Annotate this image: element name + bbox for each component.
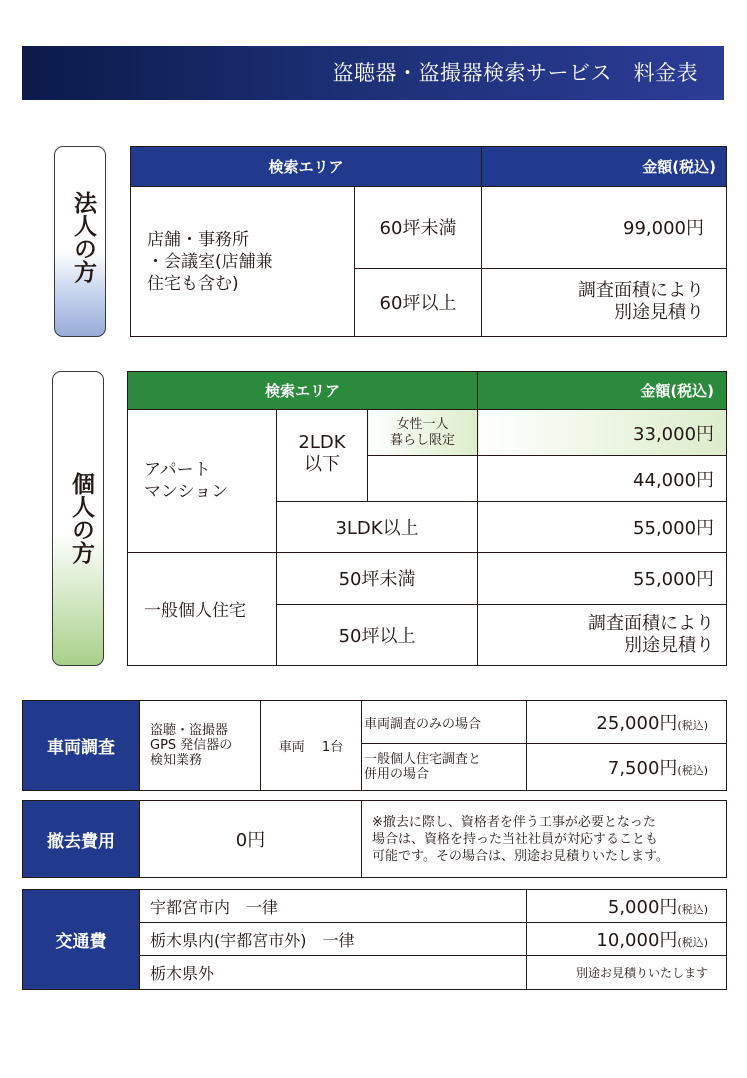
personal-house: 一般個人住宅: [128, 552, 277, 665]
personal-price-table: [127, 371, 727, 666]
transport-table: [22, 889, 727, 990]
vehicle-row1-price: 25,000円: [596, 713, 678, 734]
corporate-size-1: 60坪未満: [355, 187, 482, 268]
personal-female-only: 女性一人 暮らし限定: [368, 410, 478, 456]
corporate-header-price: 金額(税込): [482, 147, 727, 187]
transport-price-3: 別途お見積りいたします: [527, 956, 727, 990]
personal-header-price: 金額(税込): [478, 372, 727, 410]
corporate-tab-label: 法人の方: [70, 191, 96, 283]
corporate-size-2: 60坪以上: [355, 268, 482, 336]
vehicle-row2-price: 7,500円: [607, 758, 678, 779]
removal-label: 撤去費用: [23, 801, 140, 878]
personal-price-3ldk: 55,000円: [478, 502, 727, 552]
personal-tab-label: 個人の方: [68, 472, 94, 564]
corporate-header-area: 検索エリア: [131, 147, 482, 187]
corporate-tab: [54, 146, 106, 337]
vehicle-table: [22, 700, 727, 791]
vehicle-row2-label: 一般個人住宅調査と 併用の場合: [362, 744, 527, 791]
vehicle-label: 車両調査: [23, 701, 140, 791]
removal-note: ※撤去に際し、資格者を伴う工事が必要となった 場合は、資格を持った当社社員が対応することも 可能です。その場合は、別途お見積りいたします。: [362, 801, 727, 878]
transport-area-1: 宇都宮市内 一律: [140, 890, 527, 923]
transport-tax-2: (税込): [677, 936, 708, 949]
personal-header-area: 検索エリア: [128, 372, 478, 410]
transport-area-2: 栃木県内(宇都宮市外) 一律: [140, 923, 527, 956]
personal-price-female: 33,000円: [478, 410, 727, 456]
vehicle-row1-tax: (税込): [677, 719, 708, 732]
personal-2ldk: 2LDK 以下: [277, 410, 368, 502]
corporate-price-table: [130, 146, 727, 337]
personal-house-small: 50坪未満: [277, 552, 478, 604]
personal-house-large: 50坪以上: [277, 604, 478, 665]
transport-price-1: 5,000円: [607, 897, 678, 918]
vehicle-desc: 盗聴・盗撮器 GPS 発信器の 検知業務: [140, 701, 261, 791]
corporate-area: 店舗・事務所 ・会議室(店舗兼 住宅も含む): [131, 187, 355, 337]
transport-label: 交通費: [23, 890, 140, 990]
removal-table: [22, 800, 727, 878]
transport-price-2: 10,000円: [596, 930, 678, 951]
vehicle-row1-label: 車両調査のみの場合: [362, 701, 527, 744]
personal-3ldk: 3LDK以上: [277, 502, 478, 552]
vehicle-unit: 車両 1台: [261, 701, 362, 791]
personal-tab: [52, 371, 104, 666]
personal-price-house-large: 調査面積により 別途見積り: [478, 604, 727, 665]
personal-empty-cell: [368, 456, 478, 502]
transport-area-3: 栃木県外: [140, 956, 527, 990]
corporate-price-1: 99,000円: [482, 187, 727, 268]
personal-apartment: アパート マンション: [128, 410, 277, 552]
personal-price-house-small: 55,000円: [478, 552, 727, 604]
page-title: 盗聴器・盗撮器検索サービス 料金表: [22, 46, 724, 100]
corporate-price-2: 調査面積により 別途見積り: [482, 268, 727, 336]
transport-tax-1: (税込): [677, 903, 708, 916]
personal-price-2ldk: 44,000円: [478, 456, 727, 502]
vehicle-row2-tax: (税込): [677, 764, 708, 777]
removal-price: 0円: [140, 801, 362, 878]
